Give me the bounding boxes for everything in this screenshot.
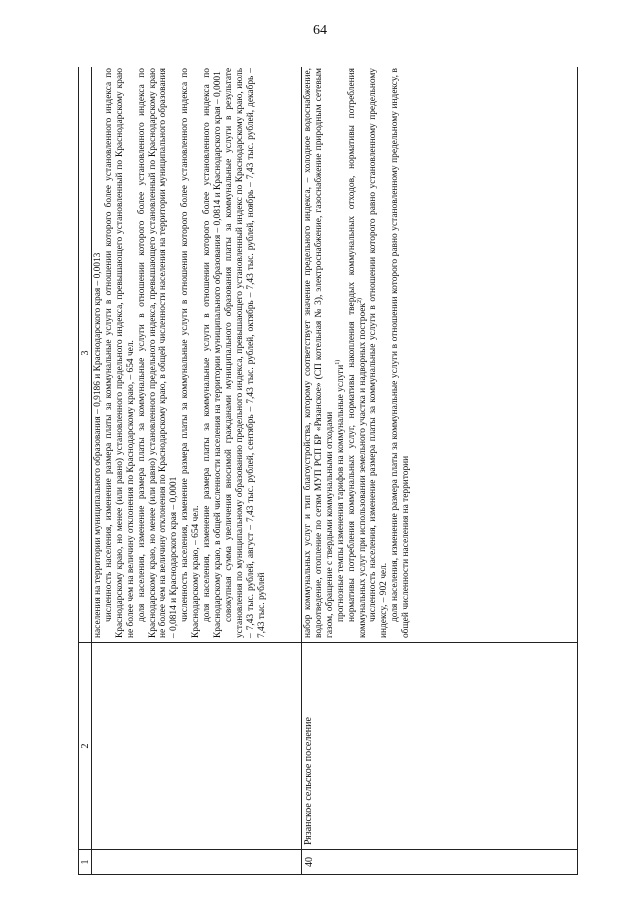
table-row-continued — [92, 67, 302, 875]
detail-paragraph: населения на территории муниципального образования – 0,9186 и Краснодарского края – 0,0013 — [93, 252, 103, 638]
footnote-mark: 2) — [356, 298, 363, 303]
header-col-3: 3 — [79, 67, 92, 643]
detail-paragraph: совокупная сумма увеличения вносимой гражданами муниципального образования платы за коммунальные услуги в результате установления по муниципальному образованию предельного индекса, превышающего установленный индекс по Краснодарскому краю, июль – 7,43 тыс. рублей, август – 7,43 тыс. рублей, сентябрь – 7,43 тыс. рублей, октябрь – 7,43 тыс. рублей, ноябрь – 7,43 тыс. рублей, декабрь – 7,43 тыс. рублей — [223, 68, 267, 638]
header-col-1: 1 — [79, 850, 92, 875]
detail-paragraph-text: нормативы потребления коммунальных услуг, нормативы накопления твердых коммунальных отходов, нормативы потребления коммунальных услуг при использовании земельного участка и надворных построек — [346, 68, 368, 638]
page-number: 64 — [313, 23, 327, 38]
table-header-row — [79, 67, 92, 875]
row-municipality: Рязанское сельское поселение — [302, 643, 578, 850]
table-row-40 — [302, 67, 578, 875]
detail-paragraph: численность населения, изменение размера платы за коммунальные услуги в отношении которого равно установленному предельному индексу, – 902 чел. — [368, 68, 390, 638]
data-table — [78, 67, 578, 875]
detail-paragraph — [336, 68, 347, 638]
row-number: 40 — [302, 850, 578, 875]
footnote-mark: 1) — [334, 359, 341, 365]
row-municipality — [92, 643, 302, 850]
detail-paragraph: численность населения, изменение размера платы за коммунальные услуги в отношении которого более установленного индекса по Краснодарскому краю, но менее (или равно) установленного предельного индекса, превышающего установленный по Краснодарскому краю не более чем на величину отклонения по Краснодарскому краю, – 654 чел. — [103, 68, 136, 638]
detail-paragraph: численность населения, изменение размера платы за коммунальные услуги в отношении которого более установленного индекса по Краснодарскому краю, – 654 чел. — [180, 68, 202, 638]
detail-paragraph-text: прогнозные темпы изменения тарифов на коммунальные услуги — [335, 364, 346, 622]
row-number — [92, 850, 302, 875]
detail-paragraph: доля населения, изменение размера платы за коммунальные услуги в отношении которого более установленного индекса по Краснодарскому краю, в общей численности населения на территории муниципального образования – 0,0814 и Краснодарского края – 0,0001 — [202, 68, 223, 638]
rotated-table-content — [78, 67, 578, 875]
detail-paragraph: доля населения, изменение размера платы за коммунальные услуги в отношении которого равно установленному предельному индексу, в общей численности населения на территории — [390, 68, 412, 638]
detail-paragraph: набор коммунальных услуг и тип благоустройства, которому соответствует значение предельного индекса, – холодное водоснабжение, водоотведение, отопление по сетям МУП РСП БР «Рязанское» (СП котельная № 3), электроснабжение, газоснабжение природным сетевым газом, обращение с твердыми коммунальными отходами — [303, 68, 335, 638]
header-col-2: 2 — [79, 643, 92, 850]
row-details — [92, 67, 302, 643]
detail-paragraph — [347, 68, 369, 638]
detail-paragraph: доля населения, изменение размера платы за коммунальные услуги в отношении которого более установленного индекса по Краснодарскому краю, но менее (или равно) установленного предельного индекса, превышающего установленный по Краснодарскому краю не более чем на величину отклонения по Краснодарскому краю, в общей численности населения на территории муниципального образования – 0,0814 и Краснодарского края – 0,0001 — [136, 68, 180, 638]
row-details — [302, 67, 578, 643]
rotated-table-viewport — [78, 67, 578, 875]
